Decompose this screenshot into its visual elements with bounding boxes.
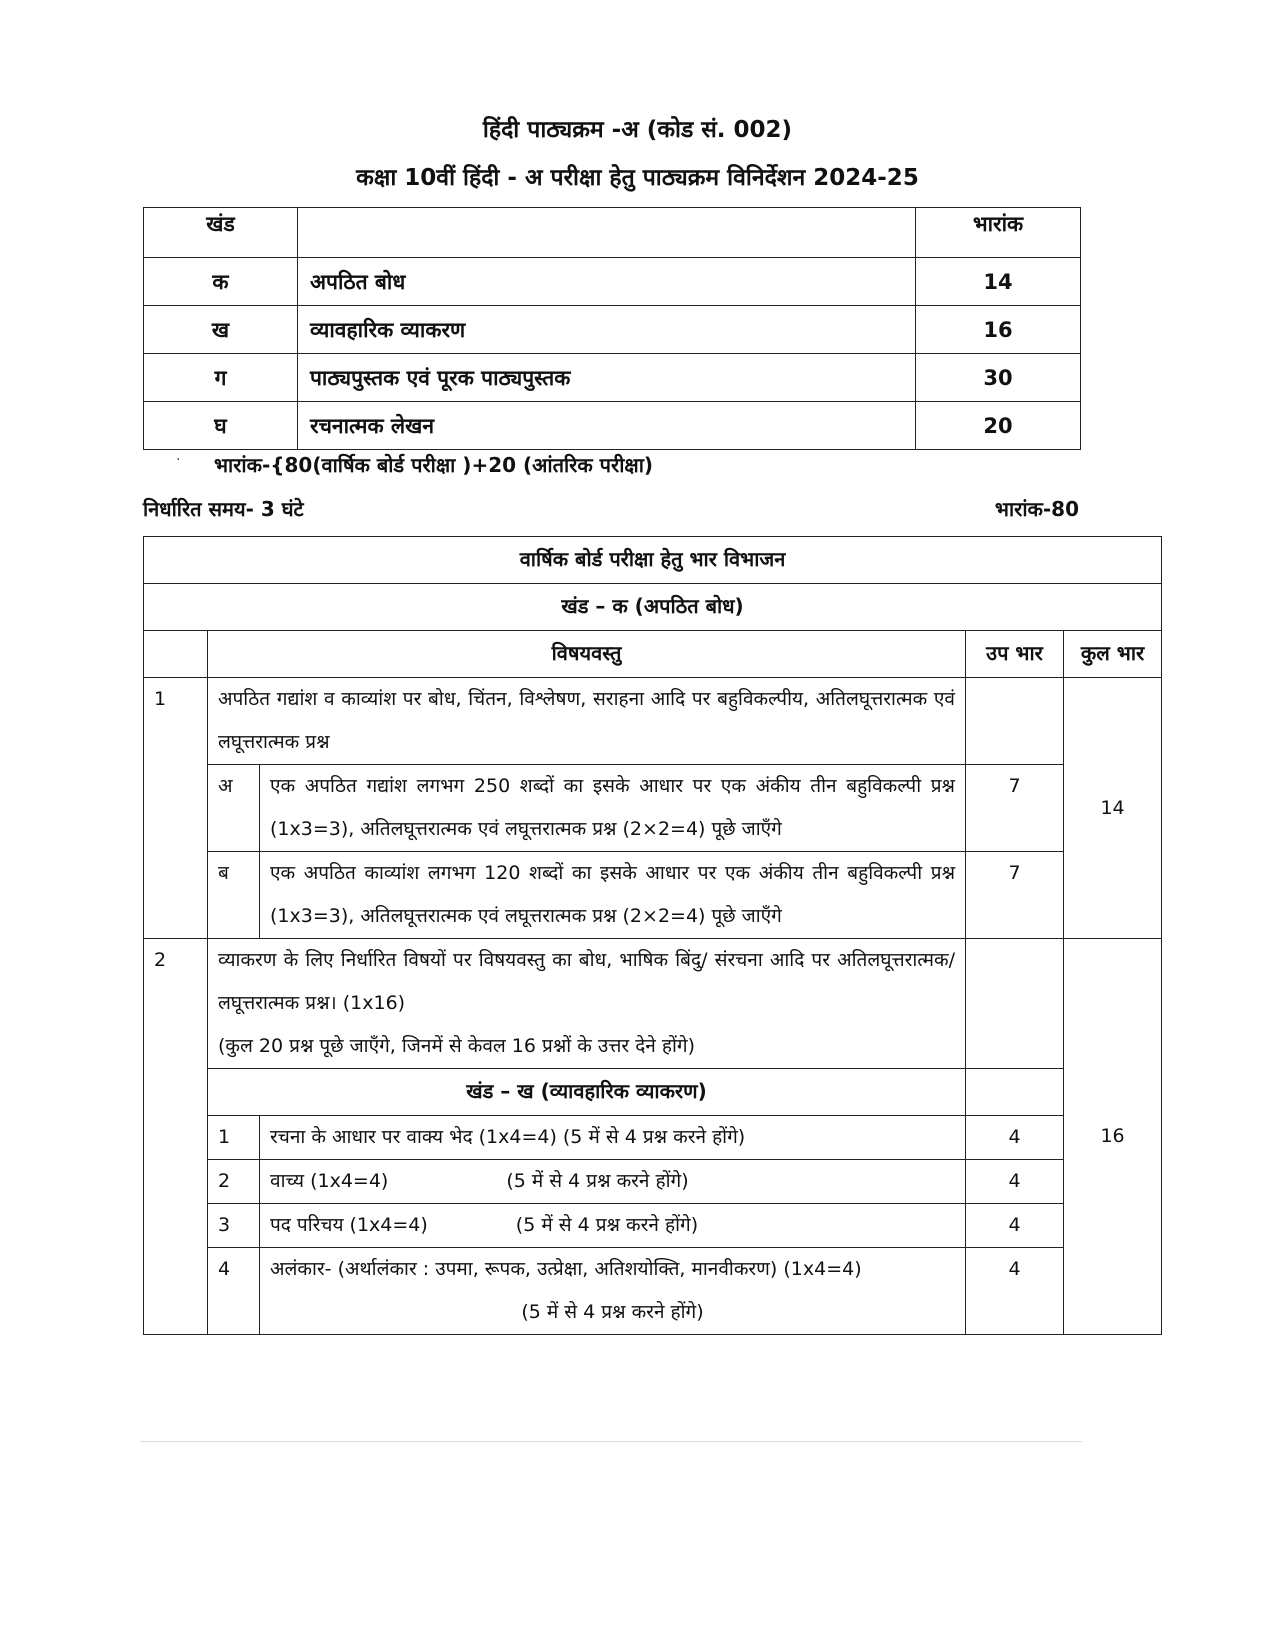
bullet-dot: · [176, 452, 181, 468]
q1-number: 1 [144, 678, 208, 939]
q2-number: 2 [144, 939, 208, 1335]
khand-cell: ख [144, 306, 298, 354]
marks-cell: 30 [916, 354, 1081, 402]
marks-cell: 20 [916, 402, 1081, 450]
header-bharank: भारांक [916, 208, 1081, 258]
item-text-main: वाच्य (1x4=4) [270, 1170, 389, 1192]
item-marks: 4 [966, 1204, 1064, 1248]
marks-note: भारांक-{80(वार्षिक बोर्ड परीक्षा )+20 (आंतरिक परीक्षा) [214, 453, 654, 477]
distribution-title-row [144, 537, 1162, 584]
summary-row [144, 354, 1081, 402]
grammar-item-row [144, 1248, 1162, 1335]
marks-cell: 14 [916, 258, 1081, 306]
item-text-main: अलंकार- (अर्थालंकार : उपमा, रूपक, उत्प्रेक्षा, अतिशयोक्ति, मानवीकरण) (1x4=4) [270, 1258, 862, 1280]
time-label: निर्धारित समय- 3 घंटे [143, 497, 304, 521]
section-b-row [144, 1069, 1162, 1116]
grammar-item-row [144, 1204, 1162, 1248]
marks-cell: 16 [916, 306, 1081, 354]
grammar-item-row [144, 1160, 1162, 1204]
q1-total: 14 [1064, 678, 1162, 939]
khand-cell: क [144, 258, 298, 306]
summary-row [144, 306, 1081, 354]
q2-text-line2: (कुल 20 प्रश्न पूछे जाएँगे, जिनमें से केवल 16 प्रश्नों के उत्तर देने होंगे) [218, 1035, 696, 1057]
item-marks: 4 [966, 1248, 1064, 1335]
section-a-heading: खंड – क (अपठित बोध) [144, 584, 1162, 631]
q2-text-line1: व्याकरण के लिए निर्धारित विषयों पर विषयवस्तु का बोध, भाषिक बिंदु/ संरचना आदि पर अतिलघूत्तरात्मक/लघूत्तरात्मक प्रश्न। (1x16) [218, 949, 955, 1014]
item-marks: 4 [966, 1116, 1064, 1160]
q1b-row [144, 852, 1162, 939]
q1-main-row [144, 678, 1162, 765]
q1-sub-blank [966, 678, 1064, 765]
q1b-label: ब [208, 852, 260, 939]
item-number: 2 [208, 1160, 260, 1204]
grammar-item-row [144, 1116, 1162, 1160]
q2-total: 16 [1064, 939, 1162, 1335]
col-sub-header: उप भार [966, 631, 1064, 678]
q2-text [208, 939, 966, 1069]
topic-cell: अपठित बोध [298, 258, 916, 306]
page-divider [140, 1441, 1082, 1442]
q1a-text: एक अपठित गद्यांश लगभग 250 शब्दों का इसके आधार पर एक अंकीय तीन बहुविकल्पी प्रश्न (1x3=3), अतिलघूत्तरात्मक एवं लघूत्तरात्मक प्रश्न (2×2=4) पूछे जाएँगे [260, 765, 966, 852]
item-text-main: रचना के आधार पर वाक्य भेद (1x4=4) (5 में से 4 प्रश्न करने होंगे) [270, 1126, 746, 1148]
item-number: 4 [208, 1248, 260, 1335]
q2-sub-blank [966, 939, 1064, 1069]
q1a-row [144, 765, 1162, 852]
distribution-table [143, 536, 1162, 1335]
distribution-title: वार्षिक बोर्ड परीक्षा हेतु भार विभाजन [144, 537, 1162, 584]
section-b-heading: खंड – ख (व्यावहारिक व्याकरण) [208, 1069, 966, 1116]
document-title: हिंदी पाठ्यक्रम -अ (कोड सं. 002) [482, 117, 793, 143]
summary-table [143, 207, 1081, 450]
col-content-header: विषयवस्तु [208, 631, 966, 678]
q1-text: अपठित गद्यांश व काव्यांश पर बोध, चिंतन, विश्लेषण, सराहना आदि पर बहुविकल्पीय, अतिलघूत्तरात्मक एवं लघूत्तरात्मक प्रश्न [208, 678, 966, 765]
item-text-main: पद परिचय (1x4=4) [270, 1214, 428, 1236]
item-text-extra: (5 में से 4 प्रश्न करने होंगे) [521, 1301, 704, 1323]
max-marks-label: भारांक-80 [994, 497, 1079, 521]
khand-cell: ग [144, 354, 298, 402]
summary-header-row [144, 208, 1081, 258]
item-text [260, 1248, 966, 1335]
document-subtitle: कक्षा 10वीं हिंदी - अ परीक्षा हेतु पाठ्यक्रम विनिर्देशन 2024-25 [356, 165, 919, 191]
item-text-extra: (5 में से 4 प्रश्न करने होंगे) [506, 1170, 689, 1192]
item-text [260, 1116, 966, 1160]
q1a-marks: 7 [966, 765, 1064, 852]
item-text-extra: (5 में से 4 प्रश्न करने होंगे) [515, 1214, 699, 1236]
q1b-marks: 7 [966, 852, 1064, 939]
header-khand: खंड [144, 208, 298, 258]
section-b-blank [966, 1069, 1064, 1116]
q1a-label: अ [208, 765, 260, 852]
column-header-row [144, 631, 1162, 678]
item-number: 3 [208, 1204, 260, 1248]
topic-cell: व्यावहारिक व्याकरण [298, 306, 916, 354]
q1b-text: एक अपठित काव्यांश लगभग 120 शब्दों का इसके आधार पर एक अंकीय तीन बहुविकल्पी प्रश्न (1x3=3), अतिलघूत्तरात्मक एवं लघूत्तरात्मक प्रश्न (2×2=4) पूछे जाएँगे [260, 852, 966, 939]
khand-cell: घ [144, 402, 298, 450]
summary-row [144, 258, 1081, 306]
item-text [260, 1160, 966, 1204]
topic-cell: पाठ्यपुस्तक एवं पूरक पाठ्यपुस्तक [298, 354, 916, 402]
item-number: 1 [208, 1116, 260, 1160]
q2-main-row [144, 939, 1162, 1069]
topic-cell: रचनात्मक लेखन [298, 402, 916, 450]
summary-row [144, 402, 1081, 450]
header-blank [298, 208, 916, 258]
blank-header [144, 631, 208, 678]
section-a-row [144, 584, 1162, 631]
item-marks: 4 [966, 1160, 1064, 1204]
col-total-header: कुल भार [1064, 631, 1162, 678]
item-text [260, 1204, 966, 1248]
